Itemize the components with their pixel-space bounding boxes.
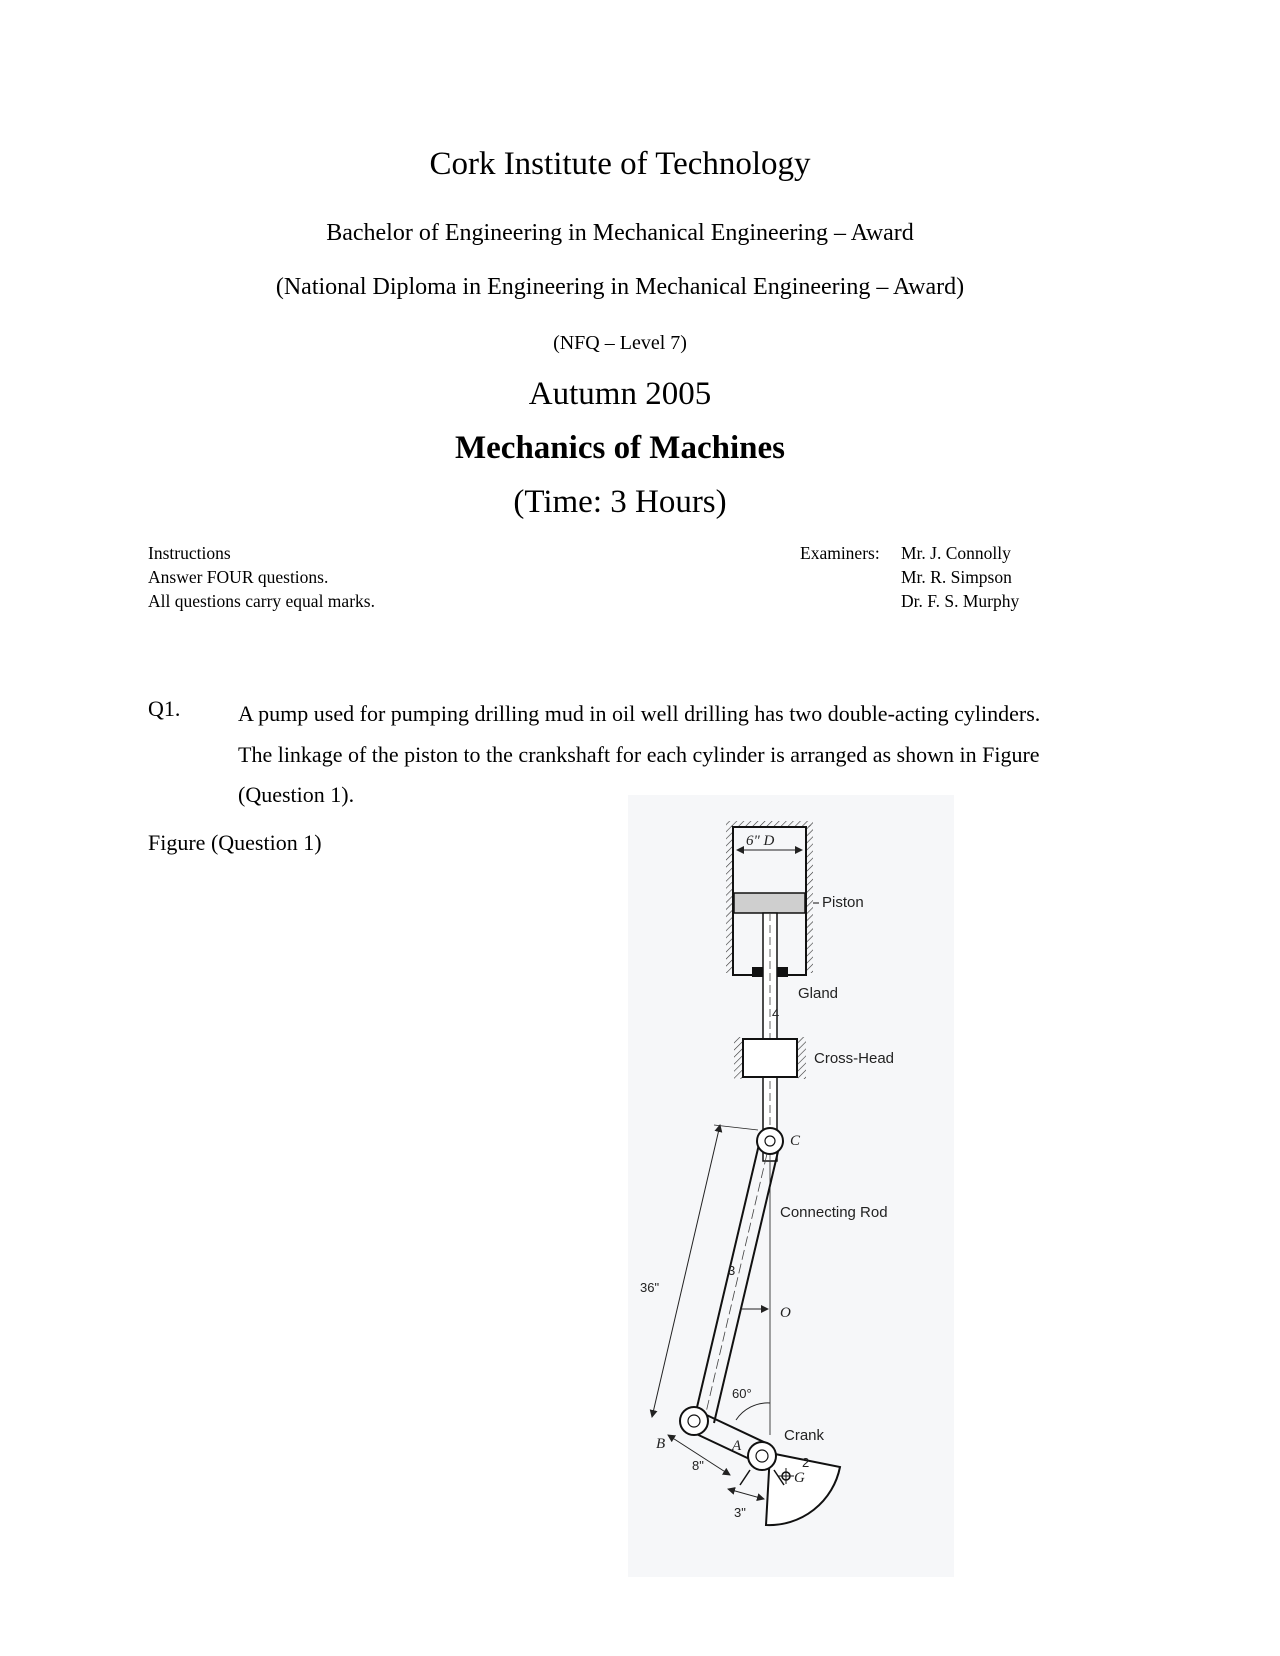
crosshead-guide-left [734, 1037, 742, 1079]
rod-length-label: 36" [640, 1280, 660, 1295]
point-g-label: G [794, 1470, 805, 1486]
figure-caption: Figure (Question 1) [148, 830, 322, 855]
cross-head [743, 1039, 797, 1077]
piston [734, 893, 805, 913]
gland-right [777, 967, 788, 977]
crosshead-guide-right [798, 1037, 806, 1079]
exam-duration: (Time: 3 Hours) [513, 484, 727, 520]
question-number: Q1. [148, 696, 181, 721]
instructions-heading: Instructions [148, 543, 231, 563]
crank-angle-arc [736, 1403, 770, 1420]
subject-title: Mechanics of Machines [455, 430, 785, 466]
mechanism-figure [628, 795, 954, 1577]
instructions-line-1: Answer FOUR questions. [148, 567, 329, 587]
link-4-label: 4 [772, 1006, 780, 1021]
instructions-block [148, 541, 375, 613]
point-b-label: B [656, 1436, 666, 1452]
exam-session: Autumn 2005 [528, 376, 712, 412]
diploma-title: (National Diploma in Engineering in Mechanical Engineering – Award) [275, 274, 965, 300]
offset-length-label: 3" [734, 1505, 746, 1520]
point-a-label: A [732, 1438, 742, 1454]
bore-label: 6" D [746, 833, 775, 849]
instructions-line-2: All questions carry equal marks. [148, 591, 375, 611]
crank-length-label: 8" [692, 1458, 704, 1473]
crosshead-label: Cross-Head [814, 1050, 895, 1067]
institution-title: Cork Institute of Technology [429, 146, 811, 182]
examiner-name: Mr. J. Connolly [901, 543, 1011, 563]
point-c-label: C [790, 1133, 801, 1149]
degree-title: Bachelor of Engineering in Mechanical Engineering – Award [326, 220, 914, 246]
link-2-label: 2 [802, 1455, 810, 1470]
ground-support-left [740, 1470, 750, 1485]
rod-dimension-extension-top [714, 1125, 758, 1130]
examiners-label: Examiners: [800, 543, 880, 563]
link-3-label: 3 [728, 1263, 736, 1278]
connecting-rod-label: Connecting Rod [780, 1204, 888, 1221]
angle-label: 60° [732, 1386, 752, 1401]
examiners-list [901, 541, 1019, 613]
nfq-level: (NFQ – Level 7) [553, 332, 687, 354]
piston-label: Piston [822, 894, 864, 911]
gland-left [752, 967, 763, 977]
examiner-name: Dr. F. S. Murphy [901, 591, 1020, 611]
crank-shaft-a [748, 1442, 776, 1470]
crank-label: Crank [784, 1427, 825, 1444]
point-o-label: O [780, 1305, 791, 1321]
pin-c [757, 1128, 783, 1154]
question-text: A pump used for pumping drilling mud in oil well drilling has two double-acting cylinders. The linkage of the piston to the crankshaft for each cylinder is arranged as shown in Figure (Question 1). [238, 701, 1041, 807]
pin-b [680, 1407, 708, 1435]
examiner-name: Mr. R. Simpson [901, 567, 1012, 587]
offset-dimension [728, 1489, 764, 1499]
gland-label: Gland [798, 985, 839, 1002]
rod-length-dimension [652, 1125, 720, 1417]
